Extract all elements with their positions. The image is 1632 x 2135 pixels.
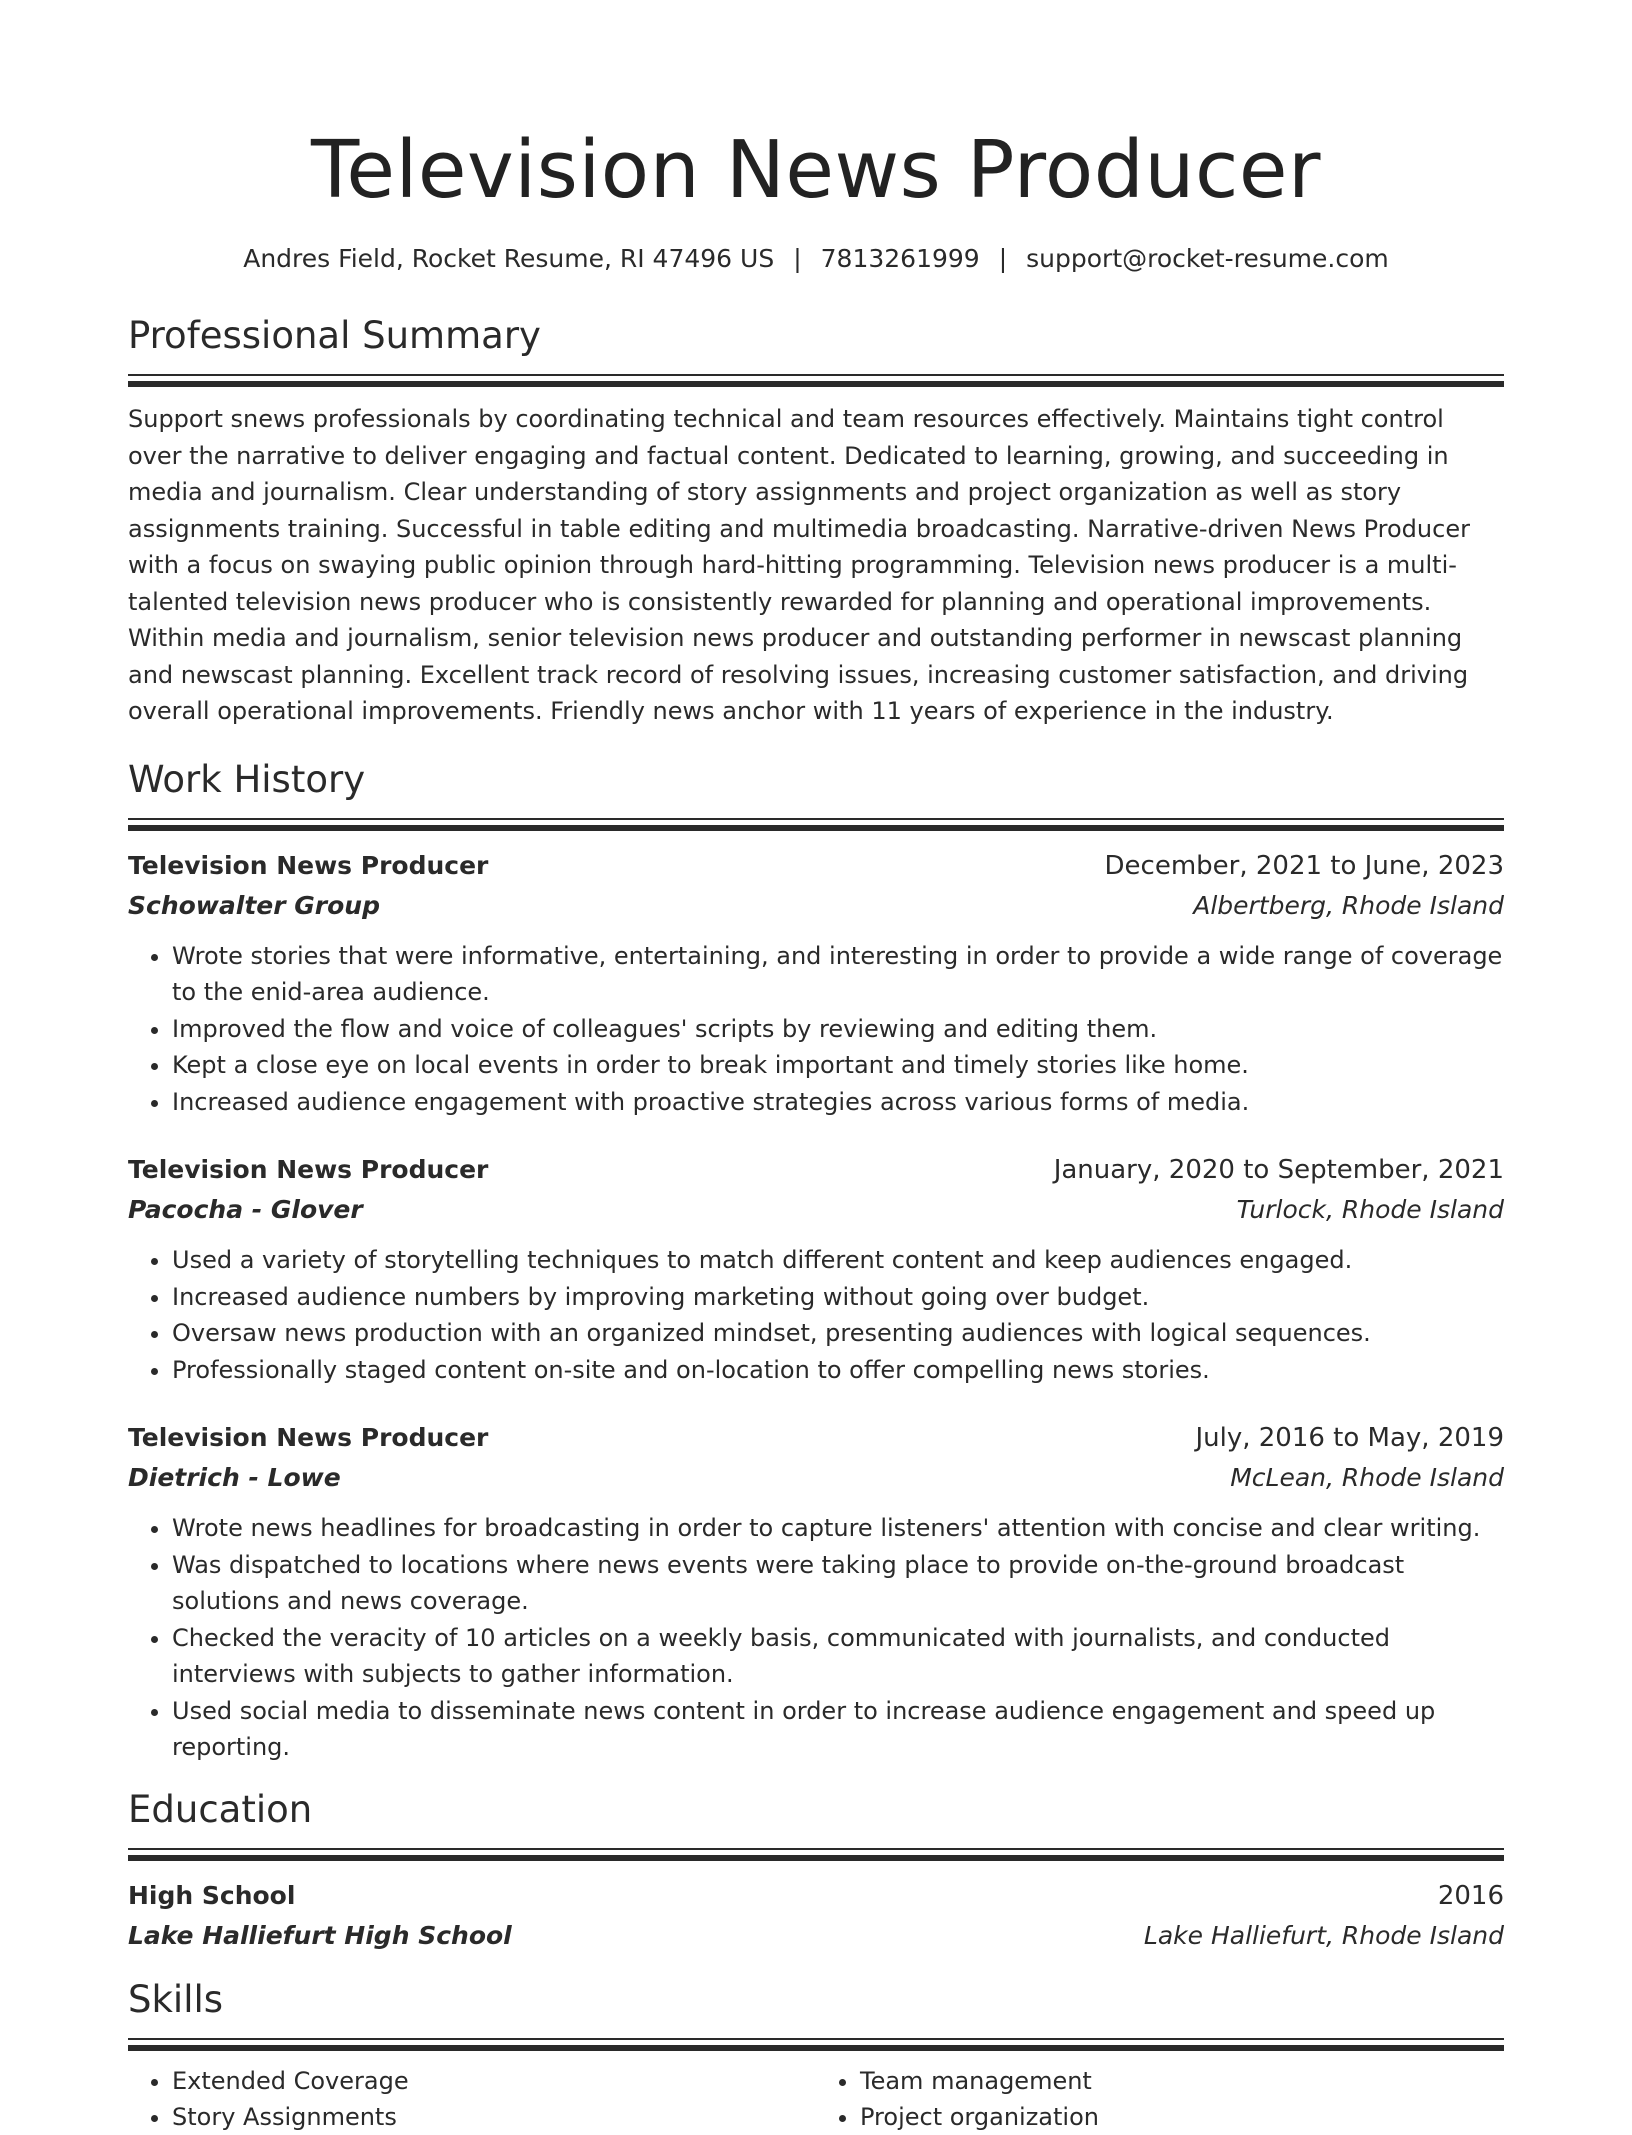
job-entry	[128, 846, 1504, 1121]
job-company-row	[128, 1190, 1504, 1230]
work-history-section	[128, 756, 1504, 1766]
job-company-row	[128, 1458, 1504, 1498]
job-bullets	[128, 1510, 1504, 1766]
education-school-row	[128, 1916, 1504, 1956]
section-divider-thin	[128, 374, 1504, 376]
job-bullet: • Used social media to disseminate news content in order to increase audience engagement and speed up reporting.	[172, 1693, 1504, 1766]
job-bullets	[128, 1242, 1504, 1388]
education-location: Lake Halliefurt, Rhode Island	[1143, 1920, 1504, 1950]
job-bullet: • Was dispatched to locations where news events were taking place to provide on-the-ground broadcast solutions and news coverage.	[172, 1547, 1504, 1620]
education-year: 2016	[1437, 1880, 1504, 1911]
job-bullet: • Checked the veracity of 10 articles on a weekly basis, communicated with journalists, and conducted interviews with subjects to gather information.	[172, 1620, 1504, 1693]
job-title: Television News Producer	[128, 850, 489, 880]
job-company: Dietrich - Lowe	[128, 1463, 341, 1492]
education-school: Lake Halliefurt High School	[128, 1920, 512, 1950]
job-title: Television News Producer	[128, 1423, 489, 1452]
job-title: Television News Producer	[128, 1155, 489, 1184]
skills-column-right	[816, 2063, 1504, 2135]
summary-heading: Professional Summary	[128, 314, 541, 357]
job-entry	[128, 1150, 1504, 1388]
education-header-row	[128, 1876, 1504, 1916]
section-divider-thick	[128, 825, 1504, 831]
education-entry	[128, 1876, 1504, 1956]
education-degree: High School	[128, 1880, 296, 1910]
job-dates: January, 2020 to September, 2021	[1053, 1155, 1504, 1185]
skill-item: • Project organization	[860, 2099, 1504, 2135]
contact-line	[128, 242, 1504, 276]
job-header-row	[128, 846, 1504, 886]
job-dates: July, 2016 to May, 2019	[1195, 1423, 1504, 1453]
work-history-heading: Work History	[128, 757, 366, 801]
skills-section	[128, 1976, 1504, 2135]
section-divider-thin	[128, 1848, 1504, 1850]
skills-list	[128, 2063, 1504, 2135]
job-bullet: • Professionally staged content on-site and on-location to offer compelling news stories.	[172, 1352, 1504, 1389]
contact-email: support@rocket-resume.com	[1026, 244, 1389, 273]
job-dates: December, 2021 to June, 2023	[1104, 850, 1504, 881]
job-location: Turlock, Rhode Island	[1236, 1195, 1504, 1224]
job-header-row	[128, 1150, 1504, 1190]
skills-column-left	[128, 2063, 816, 2135]
job-bullets	[128, 938, 1504, 1121]
contact-separator: |	[998, 244, 1008, 273]
skill-item: • Team management	[860, 2063, 1504, 2099]
job-company: Schowalter Group	[128, 890, 380, 920]
job-location: McLean, Rhode Island	[1230, 1463, 1504, 1492]
job-bullet: • Oversaw news production with an organized mindset, presenting audiences with logical sequences.	[172, 1315, 1504, 1352]
section-divider-thin	[128, 2038, 1504, 2040]
summary-text: Support snews professionals by coordinating technical and team resources effectively. Maintains tight control over the narrative to deliver engaging and factual content. Dedicated to learning, growing, and succeeding in media and journalism. Clear understanding of story assignments and project organization as well as story assignments training. Successful in table editing and multimedia broadcasting. Narrative-driven News Producer with a focus on swaying public opinion through hard-hitting programming. Television news producer is a multi-talented television news producer who is consistently rewarded for planning and operational improvements. Within media and journalism, senior television news producer and outstanding performer in newscast planning and newscast planning. Excellent track record of resolving issues, increasing customer satisfaction, and driving overall operational improvements. Friendly news anchor with 11 years of experience in the industry.	[128, 405, 1470, 725]
job-bullet: • Wrote news headlines for broadcasting in order to capture listeners' attention with concise and clear writing.	[172, 1510, 1504, 1547]
resume-title: Television News Producer	[311, 124, 1321, 216]
contact-address: Andres Field, Rocket Resume, RI 47496 US	[243, 244, 775, 273]
education-heading: Education	[128, 1787, 313, 1831]
skill-item: • Story Assignments	[172, 2099, 816, 2135]
job-bullet: • Wrote stories that were informative, entertaining, and interesting in order to provide a wide range of coverage to the enid-area audience.	[172, 938, 1504, 1011]
job-entry	[128, 1418, 1504, 1766]
contact-separator: |	[793, 244, 802, 273]
skill-item: • Extended Coverage	[172, 2063, 816, 2099]
job-company-row	[128, 886, 1504, 926]
skills-heading: Skills	[128, 1977, 224, 2021]
section-divider-thick	[128, 381, 1504, 387]
contact-phone: 7813261999	[820, 244, 980, 273]
job-bullet: • Increased audience numbers by improving marketing without going over budget.	[172, 1279, 1504, 1316]
job-header-row	[128, 1418, 1504, 1458]
section-divider-thick	[128, 1855, 1504, 1861]
job-bullet: • Used a variety of storytelling techniques to match different content and keep audiences engaged.	[172, 1242, 1504, 1279]
job-bullet: • Improved the flow and voice of colleagues' scripts by reviewing and editing them.	[172, 1011, 1504, 1048]
education-section	[128, 1786, 1504, 1956]
section-divider-thick	[128, 2045, 1504, 2051]
job-bullet: • Kept a close eye on local events in order to break important and timely stories like home.	[172, 1047, 1504, 1084]
job-bullet: • Increased audience engagement with proactive strategies across various forms of media.	[172, 1084, 1504, 1121]
summary-section	[128, 312, 1504, 730]
job-location: Albertberg, Rhode Island	[1193, 890, 1504, 920]
section-divider-thin	[128, 818, 1504, 820]
job-company: Pacocha - Glover	[128, 1195, 363, 1224]
